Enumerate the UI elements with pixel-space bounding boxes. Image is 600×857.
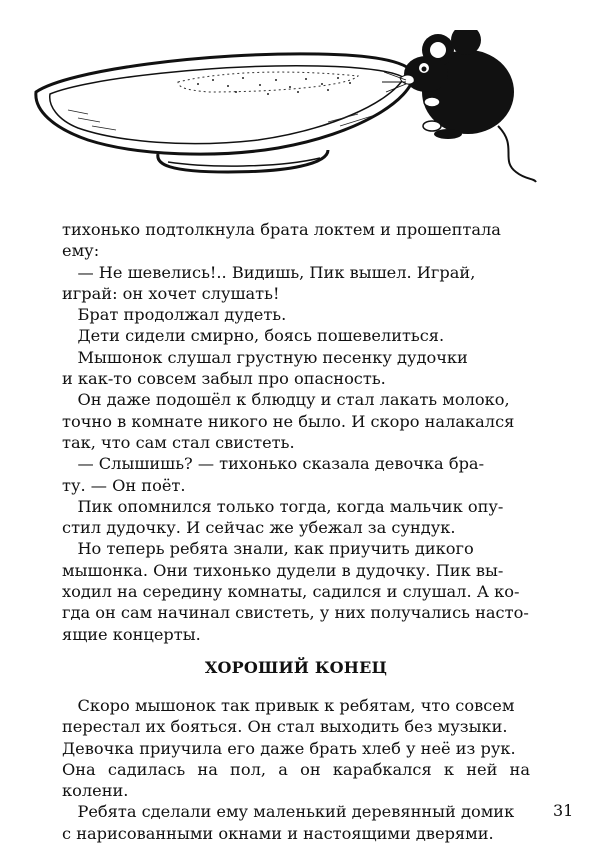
page-number: 31 (553, 801, 574, 820)
paragraph: Дети сидели смирно, боясь пошевелиться. (77, 326, 445, 346)
paragraph: — Не шевелись!.. Видишь, Пик вышел. Играй, играй: он хочет слушать! (62, 262, 476, 303)
paragraph: Но теперь ребята знали, как приучить дикого мышонка. Они тихонько дудели в дудочку. Пик вы- ходил на середину комнаты, садился и слушал. А ко- гда он сам начинал свистеть, у них получались насто- ящие концерты. (62, 539, 529, 644)
mouse-icon (382, 30, 536, 182)
mouse-saucer-illustration (28, 30, 538, 200)
paragraph: Скоро мышонок так привык к ребятам, что совсем перестал их бояться. Он стал выходить без музыки. Девочка приучила его даже брать хлеб у неё из рук. Она садилась на пол, а он карабкался к ней на колени. (62, 696, 530, 801)
paragraph: Он даже подошёл к блюдцу и стал лакать молоко, точно в комнате никого не было. И скоро налакался так, что сам стал свистеть. (62, 390, 515, 452)
story-text-part-1 (62, 219, 530, 645)
paragraph: Пик опомнился только тогда, когда мальчик опу- стил дудочку. И сейчас же убежал за сундук. (62, 496, 504, 538)
paragraph: Ребята сделали ему маленький деревянный домик с нарисованными окнами и настоящими дверями. (62, 802, 515, 843)
paragraph: тихонько подтолкнула брата локтем и прошептала ему: (62, 220, 501, 261)
paragraph: Мышонок слушал грустную песенку дудочки и как-то совсем забыл про опасность. (62, 347, 468, 389)
story-text-part-2 (62, 695, 530, 844)
paragraph: Брат продолжал дудеть. (77, 305, 287, 325)
paragraph: — Слышишь? — тихонько сказала девочка бра- ту. — Он поёт. (62, 454, 485, 495)
chapter-heading: ХОРОШИЙ КОНЕЦ (204, 658, 388, 677)
